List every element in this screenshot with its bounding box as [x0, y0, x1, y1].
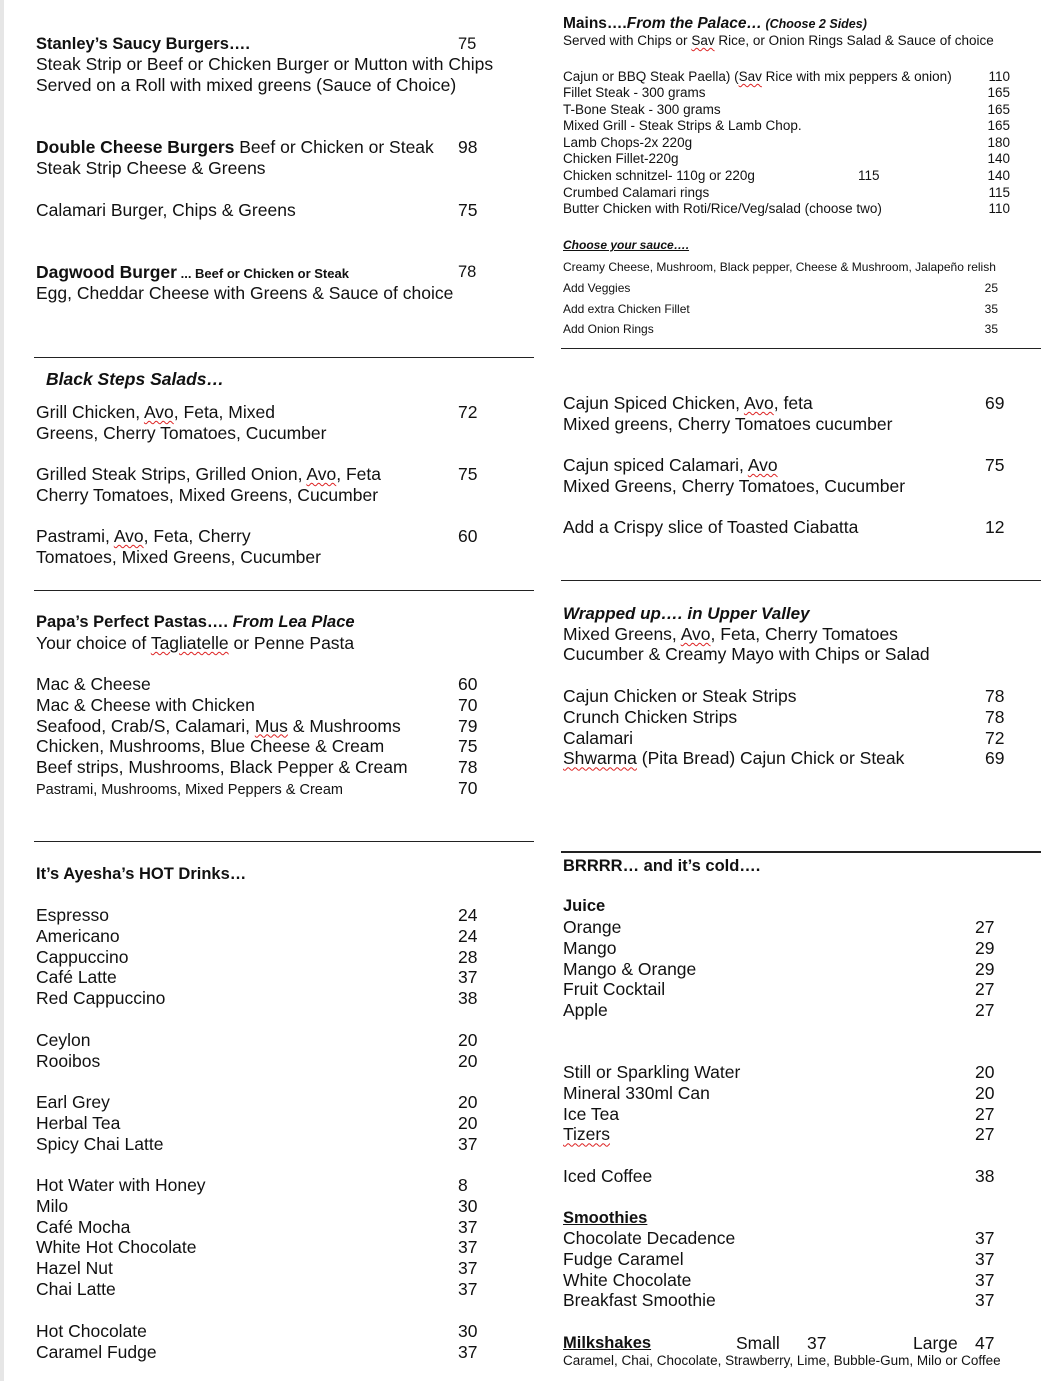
drink-item: [563, 1000, 1003, 1021]
drink-name: Still or Sparkling Water: [563, 1062, 741, 1082]
drink-item: [36, 1092, 486, 1113]
drink-price: 37: [975, 1269, 995, 1290]
drink-name: Ice Tea: [563, 1103, 620, 1124]
milkshake-small-price: 37: [807, 1333, 827, 1353]
drink-price: 30: [458, 1195, 478, 1216]
dagwood-line2: Egg, Cheddar Cheese with Greens & Sauce of choice: [36, 283, 454, 303]
drink-price: 27: [975, 1000, 995, 1021]
mains-item: [563, 135, 1010, 152]
drink-item: [36, 1030, 486, 1051]
drink-name: Caramel Fudge: [36, 1341, 157, 1362]
salad-text-line2: Mixed Greens, Cherry Tomatoes, Cucumber: [563, 476, 906, 496]
pasta-price: 75: [458, 736, 478, 757]
dagwood-title: Dagwood Burger: [36, 262, 177, 282]
drink-item: [563, 1104, 1003, 1125]
double-title: Double Cheese Burgers: [36, 137, 235, 157]
drink-item: [36, 1279, 486, 1300]
drink-name: Espresso: [36, 905, 109, 925]
pasta-price: 70: [458, 777, 478, 798]
drink-price: 37: [458, 1278, 478, 1299]
drink-item: [563, 1062, 1003, 1083]
drink-name: Café Mocha: [36, 1216, 131, 1237]
drink-name: Herbal Tea: [36, 1112, 121, 1133]
drink-price: 27: [975, 979, 995, 1000]
pasta-price: 78: [458, 757, 478, 778]
drink-item: [36, 947, 486, 968]
salad-text-b: , feta: [773, 393, 813, 413]
drink-price: 37: [975, 1290, 995, 1311]
mains-item-name: Mixed Grill - Steak Strips & Lamb Chop.: [563, 118, 802, 134]
calamari-burger-price: 75: [458, 200, 478, 220]
wraps-list: [563, 686, 1007, 769]
drink-item: [563, 1290, 1003, 1311]
drink-item: [36, 1321, 486, 1342]
drink-name: Ceylon: [36, 1030, 91, 1050]
salad-text-line2: Greens, Cherry Tomatoes, Cucumber: [36, 423, 327, 443]
salad-text-b: , Feta: [336, 464, 381, 484]
drink-item: [36, 926, 486, 947]
pastas-sub-a: Your choice of: [36, 633, 151, 653]
wrap-name-sq: Shwarma: [563, 748, 637, 769]
pastas-title-line: [36, 612, 355, 632]
drink-item: [36, 1134, 486, 1155]
drink-price: 27: [975, 917, 995, 937]
drink-price: 29: [975, 958, 995, 979]
drink-price: 37: [458, 1341, 478, 1362]
stanley-price: 75: [458, 35, 477, 53]
dagwood-title-line: [36, 262, 349, 284]
mains-item-price: 165: [987, 101, 1010, 117]
stanley-title: Stanley’s Saucy Burgers….: [36, 35, 250, 53]
drink-price: 37: [975, 1248, 995, 1269]
addon-price: 35: [984, 301, 998, 316]
drink-item: [36, 988, 486, 1009]
mains-title: Mains….: [563, 15, 627, 32]
salad-item: [36, 464, 381, 506]
salad-item: [36, 526, 321, 568]
drink-name: Red Cappuccino: [36, 988, 166, 1009]
salad-price: 60: [458, 526, 478, 546]
mains-item: [563, 151, 1010, 168]
pasta-name-b: & Mushrooms: [287, 715, 401, 736]
salad-text-line2: Cherry Tomatoes, Mixed Greens, Cucumber: [36, 485, 379, 505]
juice-title: Juice: [563, 897, 606, 915]
mains-item-name: Crumbed Calamari rings: [563, 184, 710, 200]
mains-subtitle-sq: Sav: [691, 33, 715, 48]
pasta-item: [36, 757, 480, 778]
hot-group: [36, 1175, 486, 1300]
drink-name: Hazel Nut: [36, 1258, 113, 1279]
wraps-sub1-a: Mixed Greens,: [563, 624, 681, 644]
mains-paella-price: 110: [988, 69, 1010, 84]
pasta-item: [36, 674, 480, 695]
drink-name: Americano: [36, 925, 120, 946]
divider: [561, 580, 1041, 581]
milkshake-large-label: Large: [913, 1333, 958, 1353]
mains-item-price: 165: [987, 118, 1010, 134]
drink-item: [563, 917, 1003, 938]
drink-name: Mineral 330ml Can: [563, 1082, 710, 1103]
pasta-item: [36, 695, 480, 716]
drink-item: [563, 959, 1003, 980]
drink-name: Apple: [563, 1000, 608, 1021]
mains-list: [563, 85, 1010, 218]
salad-text-b: , Feta, Mixed: [173, 402, 275, 422]
iced-coffee: Iced Coffee: [563, 1166, 653, 1186]
drink-price: 37: [458, 1258, 478, 1279]
addon-name: Add Veggies: [563, 281, 631, 295]
mains-item-price: 110: [988, 201, 1010, 217]
mains-item-name: Butter Chicken with Roti/Rice/Veg/salad (choose two): [563, 201, 882, 217]
pasta-name-a: Seafood, Crab/S, Calamari,: [36, 715, 255, 736]
divider: [34, 841, 534, 842]
drink-price: 37: [458, 1237, 478, 1258]
hot-group: [36, 1030, 486, 1072]
mains-item-price: 140: [987, 167, 1010, 183]
salad-price: 72: [458, 402, 478, 422]
pasta-name: Mac & Cheese: [36, 674, 151, 694]
mains-item-price: 180: [987, 134, 1010, 150]
drink-name: Tizers: [563, 1124, 610, 1145]
drink-item: [36, 905, 486, 926]
drink-price: 27: [975, 1124, 995, 1145]
double-line2: Steak Strip Cheese & Greens: [36, 158, 266, 178]
divider: [34, 357, 534, 358]
drink-name: Rooibos: [36, 1050, 101, 1071]
drink-price: 20: [458, 1092, 478, 1112]
mains-item-price: 140: [987, 151, 1010, 167]
pasta-name: Beef strips, Mushrooms, Black Pepper & Cream: [36, 757, 408, 778]
salad-text-sq: Avo: [743, 393, 774, 413]
drink-price: 37: [458, 1216, 478, 1237]
wraps-sub1: [563, 624, 898, 645]
wrap-price: 78: [985, 706, 1005, 727]
milkshake-flavours: Caramel, Chai, Chocolate, Strawberry, Lime, Bubble-Gum, Milo or Coffee: [563, 1353, 1001, 1368]
stanley-line2: Served on a Roll with mixed greens (Sauce of Choice): [36, 75, 457, 95]
mains-item: [563, 85, 1010, 102]
page-edge: [0, 0, 4, 1381]
mains-item: [563, 185, 1010, 202]
salad-text-sq: Avo: [306, 464, 337, 484]
pastas-subtitle: [36, 633, 354, 654]
wrap-price: 69: [985, 748, 1005, 769]
mains-title-italic: From the Palace…: [626, 15, 762, 32]
drink-item: [36, 1342, 486, 1363]
dagwood-price: 78: [458, 263, 477, 281]
salad-text-a: Cajun Spiced Chicken,: [563, 393, 744, 413]
mains-item-name: Fillet Steak - 300 grams: [563, 85, 706, 100]
pasta-name: Pastrami, Mushrooms, Mixed Peppers & Cream: [36, 781, 344, 798]
stanley-line1: Steak Strip or Beef or Chicken Burger or Mutton with Chips: [36, 54, 494, 74]
addon-name: Add Onion Rings: [563, 322, 654, 336]
wrap-name: Cajun Chicken or Steak Strips: [563, 686, 797, 706]
salad-text-line2: Mixed greens, Cherry Tomatoes cucumber: [563, 414, 893, 434]
mains-item: [563, 201, 1010, 218]
addon-price: 35: [984, 322, 998, 336]
juice-list: [563, 917, 1003, 1021]
salad-price: 75: [985, 455, 1005, 475]
wraps-title-b: in Upper Valley: [682, 604, 810, 623]
calamari-burger: Calamari Burger, Chips & Greens: [36, 200, 296, 220]
pasta-list: [36, 674, 480, 799]
drink-price: 20: [975, 1062, 995, 1082]
mains-item-name: Chicken Fillet-220g: [563, 151, 679, 167]
drink-price: 38: [458, 988, 478, 1009]
mains-item: [563, 168, 1010, 185]
drink-price: 20: [458, 1050, 478, 1071]
mains-item-mid-price: 115: [858, 167, 880, 183]
drink-price: 27: [975, 1103, 995, 1124]
drink-price: 20: [975, 1082, 995, 1103]
mains-title-note: (Choose 2 Sides): [761, 17, 867, 31]
drink-price: 37: [975, 1228, 995, 1248]
salad-text-a: Grill Chicken,: [36, 402, 144, 422]
divider: [561, 348, 1041, 349]
mains-paella-sq: Sav: [738, 69, 762, 84]
drink-item: [563, 1083, 1003, 1104]
drink-item: [563, 938, 1003, 959]
drink-item: [36, 1217, 486, 1238]
drink-name: Fruit Cocktail: [563, 979, 666, 1000]
drink-price: 8: [458, 1175, 468, 1195]
salad-text-sq: Avo: [747, 455, 778, 475]
drink-name: Cappuccino: [36, 946, 129, 967]
ciabatta-item: Add a Crispy slice of Toasted Ciabatta: [563, 517, 859, 537]
salad-text-sq: Avo: [113, 526, 144, 546]
mains-paella-b: Rice with mix peppers & onion): [761, 69, 952, 84]
mains-item-price: 115: [988, 184, 1010, 200]
drink-item: [563, 1124, 1003, 1145]
hot-drinks-title: It’s Ayesha’s HOT Drinks…: [36, 865, 247, 883]
drink-price: 37: [458, 1133, 478, 1154]
wrap-name: Crunch Chicken Strips: [563, 706, 738, 727]
wraps-sub2: Cucumber & Creamy Mayo with Chips or Salad: [563, 644, 930, 664]
pasta-item: [36, 716, 480, 737]
drink-name: Earl Grey: [36, 1092, 110, 1112]
smoothie-list: [563, 1228, 1003, 1311]
pasta-price: 70: [458, 694, 478, 715]
drink-item: [36, 1175, 486, 1196]
double-title-line: [36, 137, 434, 158]
drink-price: 30: [458, 1321, 478, 1341]
salad-text-a: Grilled Steak Strips, Grilled Onion,: [36, 464, 307, 484]
mains-item: [563, 118, 1010, 135]
salad-text-b: , Feta, Cherry: [143, 526, 251, 546]
wrap-name: Calamari: [563, 727, 634, 748]
salad-price: 75: [458, 464, 478, 484]
double-price: 98: [458, 137, 478, 157]
mains-subtitle-b: Rice, or Onion Rings Salad & Sauce of choice: [714, 33, 994, 48]
hot-group: [36, 1321, 486, 1363]
ciabatta-price: 12: [985, 517, 1005, 537]
drink-name: Hot Water with Honey: [36, 1175, 206, 1195]
sauce-title: Choose your sauce….: [563, 238, 690, 252]
wrap-item: [563, 686, 1007, 707]
drink-price: 24: [458, 905, 478, 925]
drink-item: [36, 1051, 486, 1072]
divider: [34, 590, 534, 591]
salad-text-a: Pastrami,: [36, 526, 114, 546]
salad-item: [36, 402, 327, 444]
pastas-sub-sq: Tagliatelle: [150, 633, 229, 653]
drink-name: Chai Latte: [36, 1278, 116, 1299]
salads-title: Black Steps Salads…: [46, 369, 224, 389]
wraps-sub1-sq: Avo: [680, 624, 711, 644]
drink-name: Hot Chocolate: [36, 1321, 147, 1341]
pasta-item: [36, 736, 480, 757]
pastas-sub-b: or Penne Pasta: [228, 633, 355, 653]
addon-name: Add extra Chicken Fillet: [563, 301, 690, 316]
wrap-item: [563, 728, 1007, 749]
mains-item-name: Chicken schnitzel- 110g or 220g: [563, 167, 755, 183]
salad-text-line2: Tomatoes, Mixed Greens, Cucumber: [36, 547, 321, 567]
pasta-price: 60: [458, 674, 478, 694]
drink-name: White Hot Chocolate: [36, 1237, 197, 1258]
drink-item: [36, 1113, 486, 1134]
wraps-title-a: Wrapped up….: [563, 604, 683, 623]
milkshake-small-label: Small: [736, 1333, 780, 1353]
pasta-item: [36, 778, 480, 799]
mains-item-name: T-Bone Steak - 300 grams: [563, 101, 721, 117]
divider: [561, 851, 1041, 853]
drink-name: Orange: [563, 917, 622, 937]
drink-name: Chocolate Decadence: [563, 1228, 736, 1248]
drink-item: [36, 967, 486, 988]
wraps-sub1-b: , Feta, Cherry Tomatoes: [710, 624, 898, 644]
water-list: [563, 1062, 1003, 1145]
drink-name: Spicy Chai Latte: [36, 1133, 164, 1154]
drink-item: [563, 1249, 1003, 1270]
drink-price: 28: [458, 946, 478, 967]
wrap-price: 72: [985, 727, 1005, 748]
salad-text-a: Cajun spiced Calamari,: [563, 455, 748, 475]
drink-item: [36, 1237, 486, 1258]
pastas-title: Papa’s Perfect Pastas….: [36, 613, 228, 631]
smoothies-title: Smoothies: [563, 1209, 648, 1227]
milkshake-large-price: 47: [975, 1333, 995, 1353]
pastas-title-italic: From Lea Place: [228, 613, 355, 631]
wrap-price: 78: [985, 686, 1005, 706]
drink-name: Mango: [563, 937, 617, 958]
addon-price: 25: [984, 281, 998, 295]
drink-price: 20: [458, 1030, 478, 1050]
pasta-name: Chicken, Mushrooms, Blue Cheese & Cream: [36, 736, 385, 757]
pasta-name: Mac & Cheese with Chicken: [36, 694, 255, 715]
milkshakes-title: Milkshakes: [563, 1334, 652, 1352]
drink-price: 29: [975, 937, 995, 958]
drink-price: 20: [458, 1112, 478, 1133]
addon-item: [563, 319, 998, 340]
double-title-rest: Beef or Chicken or Steak: [234, 137, 434, 157]
salad-text-sq: Avo: [143, 402, 174, 422]
drink-name: White Chocolate: [563, 1269, 692, 1290]
drink-item: [563, 1228, 1003, 1249]
mains-title-line: [563, 14, 867, 34]
drink-item: [563, 979, 1003, 1000]
salad-item: [563, 455, 905, 497]
mains-paella-a: Cajun or BBQ Steak Paella) (: [563, 69, 739, 84]
wrap-item: [563, 707, 1007, 728]
mains-subtitle: [563, 33, 994, 50]
mains-paella: [563, 69, 952, 86]
salad-price: 69: [985, 393, 1005, 413]
drink-item: [563, 1270, 1003, 1291]
hot-group: [36, 1092, 486, 1154]
wrap-name: (Pita Bread) Cajun Chick or Steak: [636, 748, 905, 769]
pasta-price: 79: [458, 715, 478, 736]
drink-item: [36, 1196, 486, 1217]
drink-name: Breakfast Smoothie: [563, 1290, 716, 1311]
drink-price: 37: [458, 967, 478, 988]
dagwood-title-small: ... Beef or Chicken or Steak: [176, 266, 349, 281]
cold-drinks-title: BRRRR… and it’s cold….: [563, 857, 761, 875]
mains-item-name: Lamb Chops-2x 220g: [563, 134, 693, 150]
hot-group: [36, 905, 486, 1009]
sauce-list: Creamy Cheese, Mushroom, Black pepper, Cheese & Mushroom, Jalapeño relish: [563, 260, 996, 274]
wrap-item: [563, 748, 1007, 769]
addon-item: [563, 299, 998, 320]
drink-price: 24: [458, 925, 478, 946]
drink-name: Café Latte: [36, 967, 117, 988]
drink-name: Mango & Orange: [563, 958, 697, 979]
mains-item: [563, 102, 1010, 119]
wraps-title: [563, 603, 810, 624]
salad-item: [563, 393, 892, 435]
mains-subtitle-a: Served with Chips or: [563, 33, 692, 48]
addon-item: [563, 278, 998, 299]
pasta-name-sq: Mus: [254, 715, 288, 736]
drink-item: [36, 1258, 486, 1279]
drink-name: Milo: [36, 1195, 69, 1216]
mains-item-price: 165: [987, 85, 1010, 100]
addons-list: [563, 278, 998, 340]
drink-name: Fudge Caramel: [563, 1248, 684, 1269]
iced-coffee-price: 38: [975, 1166, 995, 1186]
